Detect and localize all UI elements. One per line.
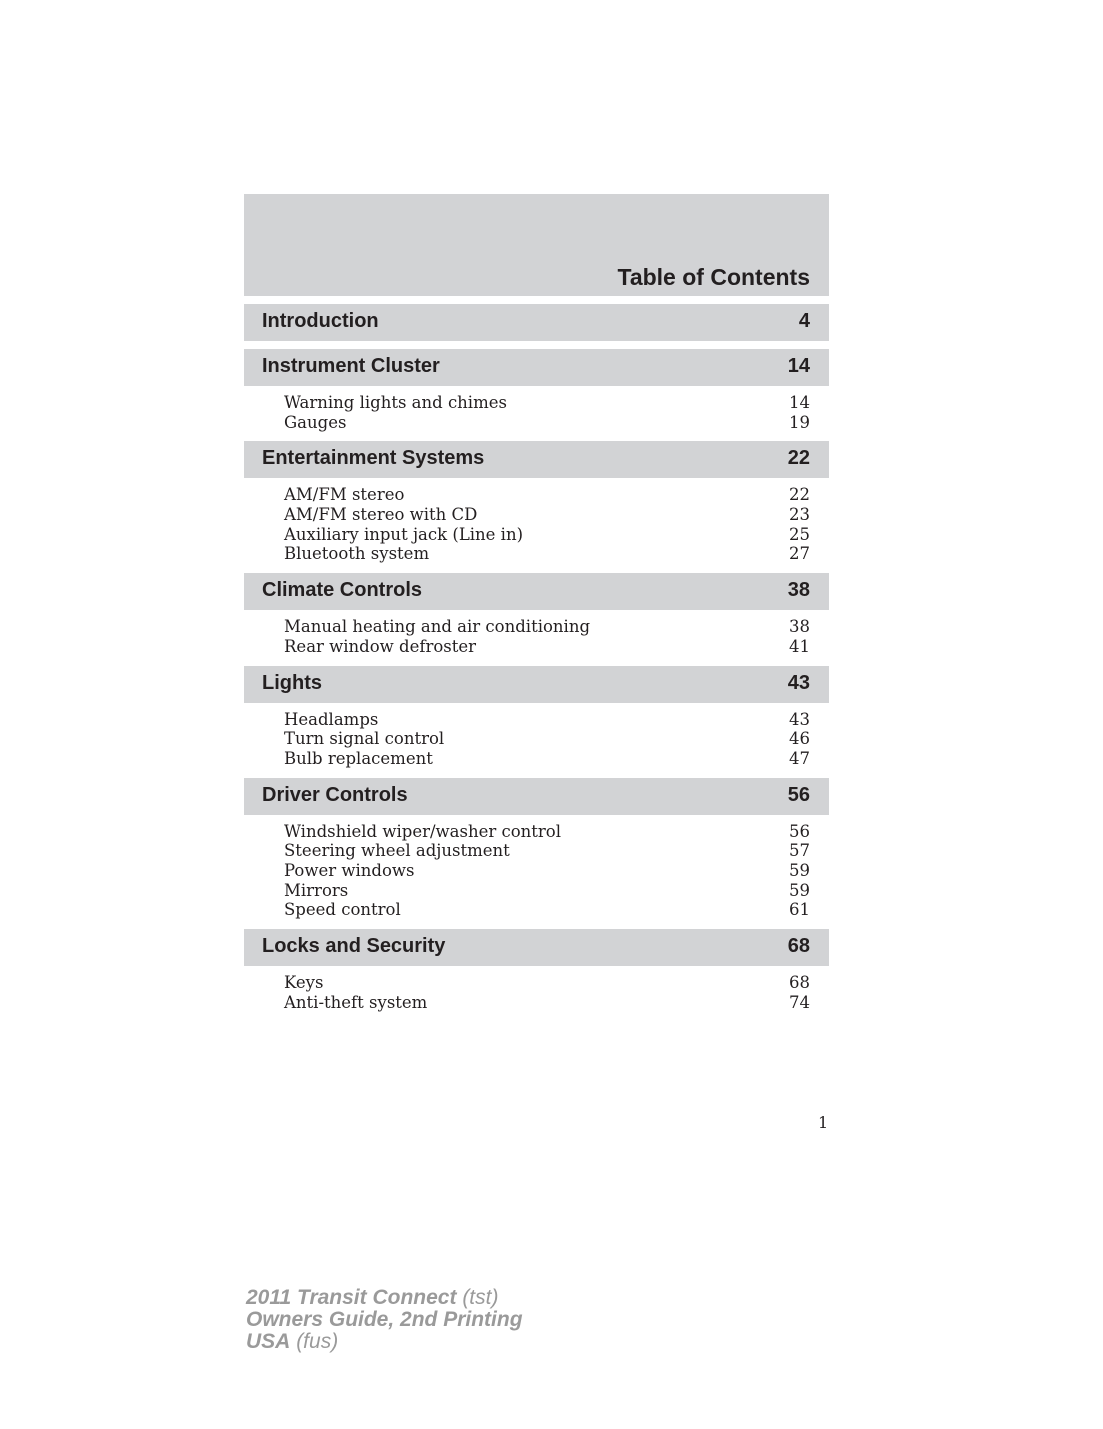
entry-page: 59	[789, 860, 810, 880]
section-title: Locks and Security	[262, 935, 446, 957]
entry-page: 14	[789, 393, 810, 412]
footer-line-3	[246, 1331, 523, 1353]
footer-region: USA	[246, 1330, 291, 1353]
entry-page: 61	[789, 900, 810, 920]
section-title: Instrument Cluster	[262, 355, 440, 377]
section-title: Entertainment Systems	[262, 447, 485, 470]
entry-page: 57	[789, 841, 810, 861]
entry-title: Bluetooth system	[284, 544, 430, 564]
entry-title: Speed control	[284, 900, 401, 920]
entry-page: 59	[789, 880, 810, 900]
entry-page: 74	[789, 992, 810, 1012]
subsection-list	[244, 386, 829, 441]
entry-title: Warning lights and chimes	[284, 393, 507, 412]
section-page: 56	[787, 783, 810, 806]
toc-entry[interactable]	[244, 881, 829, 901]
toc-entry[interactable]	[244, 993, 829, 1013]
entry-page: 25	[789, 524, 810, 544]
table-of-contents	[244, 304, 829, 1021]
toc-entry[interactable]	[244, 729, 829, 749]
section-page: 22	[787, 447, 810, 470]
entry-title: Gauges	[284, 412, 347, 432]
toc-entry[interactable]	[244, 822, 829, 842]
toc-entry[interactable]	[244, 749, 829, 769]
section-page: 4	[798, 310, 810, 332]
entry-page: 41	[789, 636, 810, 656]
subsection-list	[244, 703, 829, 778]
footer-line-2	[246, 1309, 523, 1331]
section-title: Driver Controls	[262, 783, 408, 806]
section-title: Introduction	[262, 310, 379, 332]
footer-region-code: (fus)	[296, 1330, 339, 1353]
toc-entry[interactable]	[244, 544, 829, 564]
section-introduction[interactable]	[244, 304, 829, 341]
subsection-list	[244, 815, 829, 929]
toc-entry[interactable]	[244, 637, 829, 657]
footer-guide: Owners Guide, 2nd Printing	[246, 1308, 523, 1331]
entry-page: 56	[789, 821, 810, 841]
entry-title: Keys	[284, 973, 324, 992]
section-page: 68	[787, 935, 810, 957]
toc-entry[interactable]	[244, 505, 829, 525]
document-footer	[246, 1287, 523, 1353]
toc-entry[interactable]	[244, 973, 829, 993]
toc-entry[interactable]	[244, 485, 829, 505]
entry-page: 68	[789, 973, 810, 992]
subsection-list	[244, 966, 829, 1021]
toc-entry[interactable]	[244, 861, 829, 881]
entry-page: 47	[789, 748, 810, 768]
entry-page: 22	[789, 485, 810, 505]
toc-header-block	[244, 194, 829, 296]
entry-title: Headlamps	[284, 709, 379, 729]
section-locks-and-security[interactable]	[244, 929, 829, 966]
subsection-list	[244, 610, 829, 665]
entry-page: 43	[789, 709, 810, 729]
entry-title: AM/FM stereo	[284, 485, 405, 505]
section-page: 14	[787, 355, 810, 377]
entry-title: Anti-theft system	[284, 992, 428, 1012]
toc-entry[interactable]	[244, 900, 829, 920]
entry-title: Manual heating and air conditioning	[284, 617, 591, 637]
section-title: Climate Controls	[262, 579, 423, 602]
entry-title: Bulb replacement	[284, 748, 433, 768]
section-climate-controls[interactable]	[244, 573, 829, 610]
entry-page: 27	[789, 544, 810, 564]
section-page: 38	[787, 579, 810, 602]
subsection-list	[244, 478, 829, 573]
toc-entry[interactable]	[244, 413, 829, 433]
entry-title: Rear window defroster	[284, 636, 477, 656]
entry-page: 19	[789, 412, 810, 432]
entry-page: 38	[789, 617, 810, 637]
entry-title: AM/FM stereo with CD	[284, 505, 478, 525]
section-instrument-cluster[interactable]	[244, 349, 829, 386]
toc-entry[interactable]	[244, 393, 829, 413]
section-driver-controls[interactable]	[244, 778, 829, 815]
page-title: Table of Contents	[617, 264, 810, 290]
toc-entry[interactable]	[244, 841, 829, 861]
footer-line-1	[246, 1287, 523, 1309]
section-page: 43	[787, 671, 810, 694]
footer-model: 2011 Transit Connect	[246, 1286, 457, 1309]
section-entertainment-systems[interactable]	[244, 441, 829, 478]
section-title: Lights	[262, 671, 322, 694]
entry-title: Auxiliary input jack (Line in)	[284, 524, 524, 544]
entry-title: Steering wheel adjustment	[284, 841, 510, 861]
entry-title: Mirrors	[284, 880, 349, 900]
toc-entry[interactable]	[244, 617, 829, 637]
entry-page: 23	[789, 505, 810, 525]
toc-entry[interactable]	[244, 710, 829, 730]
footer-model-code: (tst)	[462, 1286, 499, 1309]
section-lights[interactable]	[244, 666, 829, 703]
toc-entry[interactable]	[244, 525, 829, 545]
entry-title: Windshield wiper/washer control	[284, 821, 562, 841]
entry-title: Turn signal control	[284, 729, 445, 749]
entry-page: 46	[789, 729, 810, 749]
page-number: 1	[818, 1113, 829, 1132]
entry-title: Power windows	[284, 860, 415, 880]
